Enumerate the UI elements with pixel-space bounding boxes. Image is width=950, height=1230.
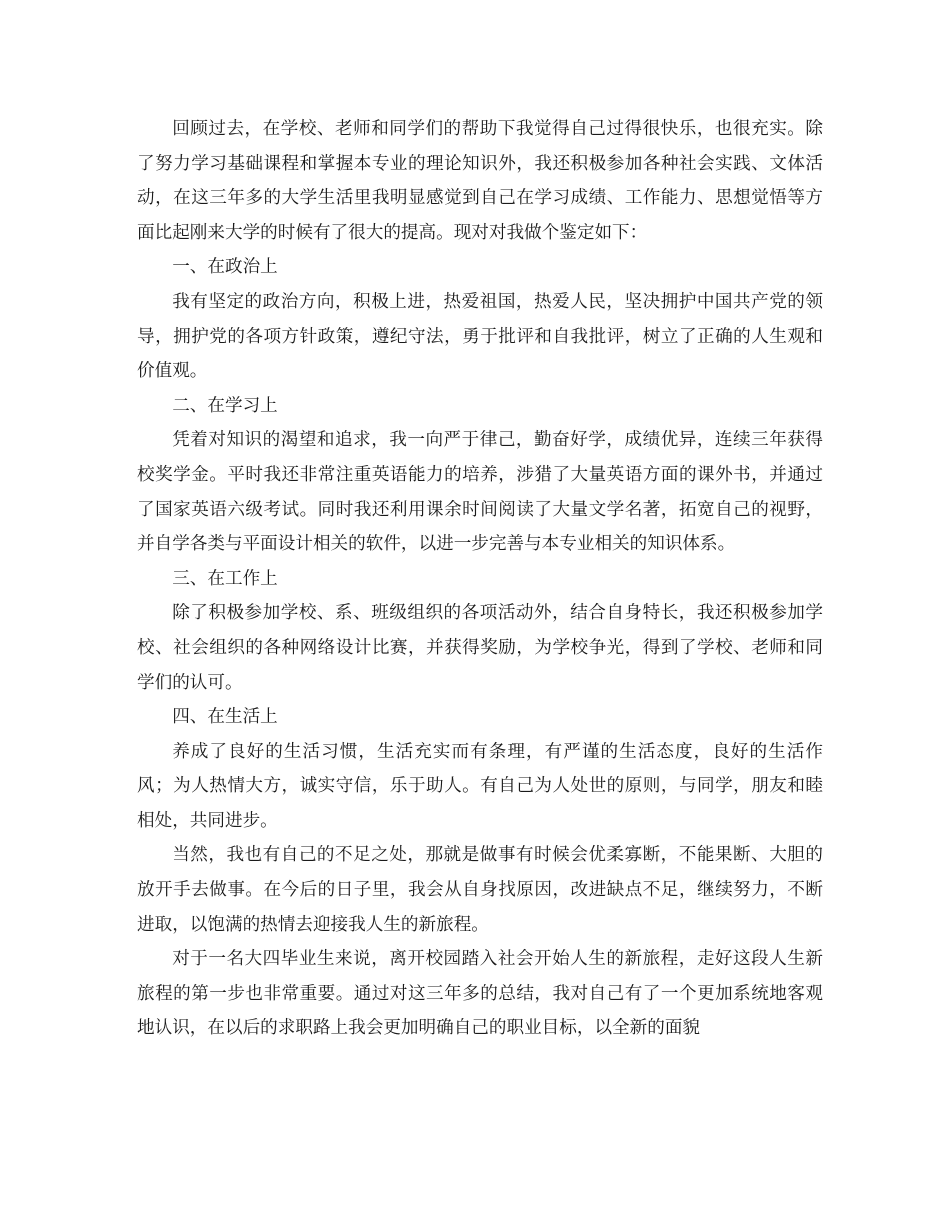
section-heading-politics: 一、在政治上 <box>172 257 278 278</box>
work-paragraph: 除了积极参加学校、系、班级组织的各项活动外，结合自身特长，我还积极参加学校、社会组织的各种网络设计比赛，并获得奖励，为学校争光，得到了学校、老师和同学们的认可。 <box>137 603 823 693</box>
conclusion-paragraph: 对于一名大四毕业生来说，离开校园踏入社会开始人生的新旅程，走好这段人生新旅程的第一步也非常重要。通过对这三年多的总结，我对自己有了一个更加系统地客观地认识，在以后的求职路上我会更加明确自己的职业目标，以全新的面貌 <box>137 949 823 1039</box>
section-heading-life: 四、在生活上 <box>172 707 278 728</box>
document-body <box>137 112 823 1046</box>
section-heading-work: 三、在工作上 <box>172 568 278 589</box>
life-paragraph: 养成了良好的生活习惯，生活充实而有条理，有严谨的生活态度，良好的生活作风；为人热情大方，诚实守信，乐于助人。有自己为人处世的原则，与同学，朋友和睦相处，共同进步。 <box>137 741 823 831</box>
politics-paragraph: 我有坚定的政治方向，积极上进，热爱祖国，热爱人民，坚决拥护中国共产党的领导，拥护党的各项方针政策，遵纪守法，勇于批评和自我批评，树立了正确的人生观和价值观。 <box>137 291 823 382</box>
intro-paragraph: 回顾过去，在学校、老师和同学们的帮助下我觉得自己过得很快乐，也很充实。除了努力学习基础课程和掌握本专业的理论知识外，我还积极参加各种社会实践、文体活动，在这三年多的大学生活里我明显感觉到自己在学习成绩、工作能力、思想觉悟等方面比起刚来大学的时候有了很大的提高。现对对我做个鉴定如下： <box>137 119 823 243</box>
study-paragraph: 凭着对知识的渴望和追求，我一向严于律己，勤奋好学，成绩优异，连续三年获得校奖学金。平时我还非常注重英语能力的培养，涉猎了大量英语方面的课外书，并通过了国家英语六级考试。同时我还利用课余时间阅读了大量文学名著，拓宽自己的视野，并自学各类与平面设计相关的软件，以进一步完善与本专业相关的知识体系。 <box>137 430 823 555</box>
shortcomings-paragraph: 当然，我也有自己的不足之处，那就是做事有时候会优柔寡断，不能果断、大胆的放开手去做事。在今后的日子里，我会从自身找原因，改进缺点不足，继续努力，不断进取，以饱满的热情去迎接我人生的新旅程。 <box>137 845 823 935</box>
section-heading-study: 二、在学习上 <box>172 395 278 416</box>
